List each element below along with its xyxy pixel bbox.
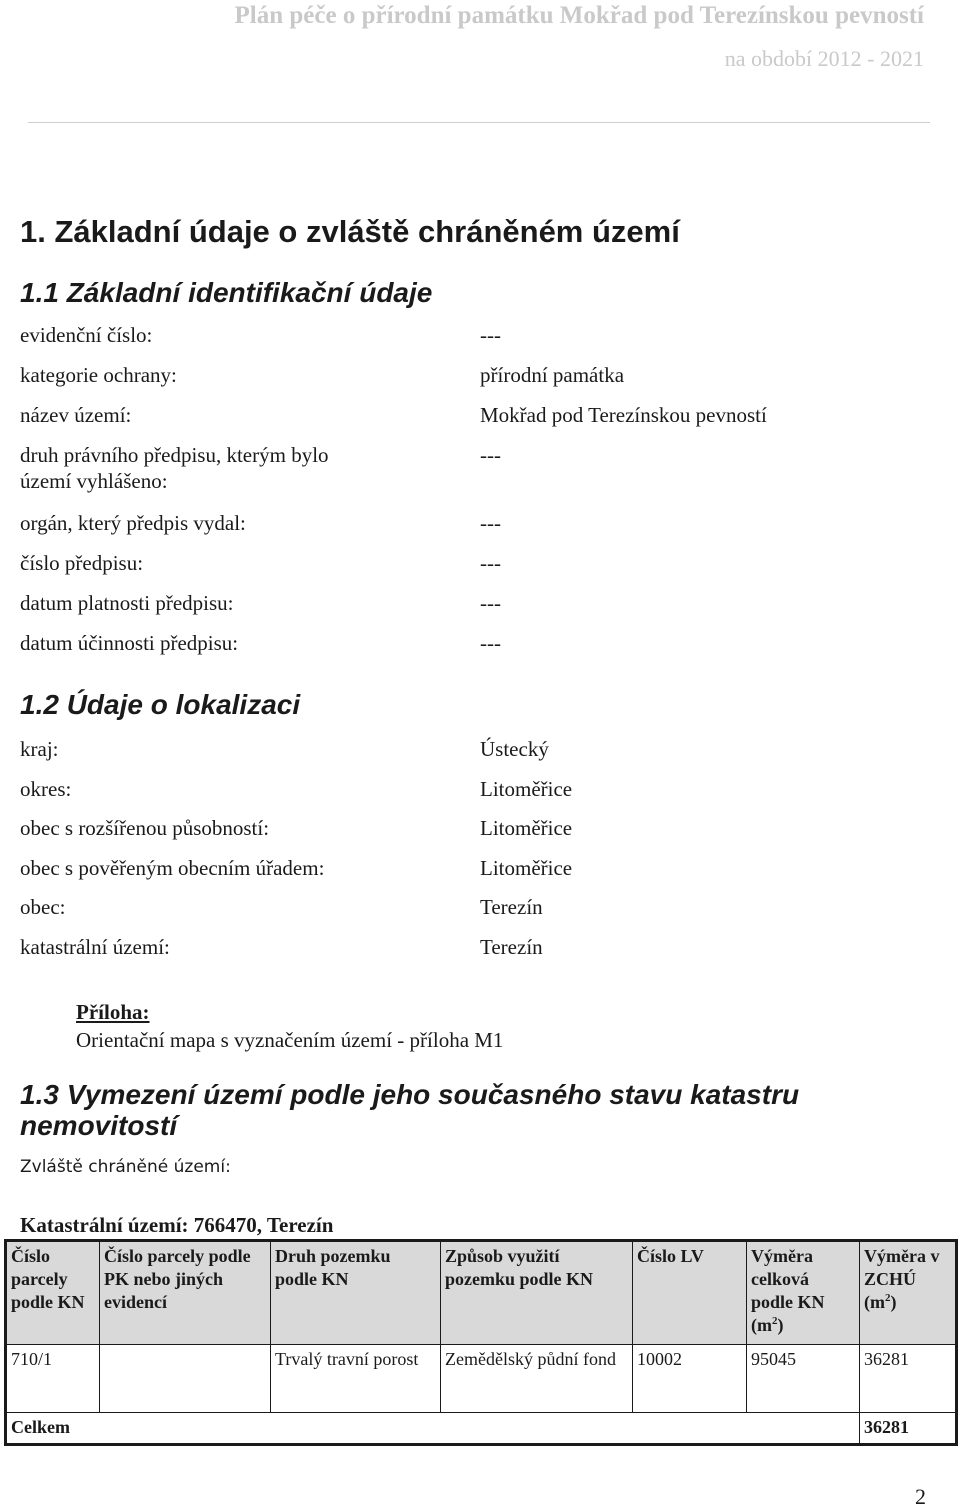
col-header-land-use: Způsob využití pozemku podle KN bbox=[441, 1241, 633, 1345]
label-evidencni-cislo: evidenční číslo: bbox=[20, 323, 153, 347]
label-organ: orgán, který předpis vydal: bbox=[20, 511, 246, 535]
cell-land-use: Zemědělský půdní fond bbox=[441, 1345, 633, 1413]
section-1-3-heading-line2: nemovitostí bbox=[20, 1110, 178, 1141]
col-header-parcel-pk: Číslo parcely podle PK nebo jiných evidencí bbox=[100, 1241, 271, 1345]
cell-parcel-pk bbox=[100, 1345, 271, 1413]
label-okres: okres: bbox=[20, 777, 72, 801]
section-1-3-heading-line1: 1.3 Vymezení území podle jeho současného stavu katastru bbox=[20, 1079, 800, 1110]
value-okres: Litoměřice bbox=[480, 777, 573, 801]
col-header-area-total bbox=[747, 1241, 860, 1345]
cell-total-label: Celkem bbox=[6, 1413, 860, 1445]
label-pou: obec s pověřeným obecním úřadem: bbox=[20, 856, 325, 880]
page-number: 2 bbox=[915, 1484, 926, 1509]
label-druh-predpisu-line2: území vyhlášeno: bbox=[20, 469, 168, 493]
section-1-1-heading: 1.1 Základní identifikační údaje bbox=[20, 277, 433, 308]
label-orp: obec s rozšířenou působností: bbox=[20, 816, 270, 840]
col-header-area-total-text: Výměra celková podle KN bbox=[751, 1246, 825, 1312]
col-header-land-type: Druh pozemku podle KN bbox=[271, 1241, 441, 1345]
value-nazev-uzemi: Mokřad pod Terezínskou pevností bbox=[480, 403, 767, 427]
label-cislo-predpisu: číslo předpisu: bbox=[20, 551, 144, 575]
value-kraj: Ústecký bbox=[480, 737, 549, 761]
label-druh-predpisu-line1: druh právního předpisu, kterým bylo bbox=[20, 443, 329, 467]
label-nazev-uzemi: název území: bbox=[20, 403, 132, 427]
cell-lv: 10002 bbox=[633, 1345, 747, 1413]
label-datum-ucinnosti: datum účinnosti předpisu: bbox=[20, 631, 239, 655]
parcel-table bbox=[4, 1239, 958, 1446]
value-orp: Litoměřice bbox=[480, 816, 573, 840]
cell-area-zchu: 36281 bbox=[860, 1345, 957, 1413]
label-katastralni-uzemi: katastrální území: bbox=[20, 935, 170, 959]
col-header-lv: Číslo LV bbox=[633, 1241, 747, 1345]
col-header-area-total-unit: $(m^2)$ bbox=[751, 1315, 784, 1335]
label-obec: obec: bbox=[20, 895, 66, 919]
table-row bbox=[6, 1345, 957, 1413]
protected-area-subheading: Zvláště chráněné území: bbox=[20, 1157, 231, 1177]
attachment-text: Orientační mapa s vyznačením území - příloha M1 bbox=[76, 1028, 504, 1052]
col-header-area-zchu-text: Výměra v ZCHÚ bbox=[864, 1246, 940, 1289]
label-datum-platnosti: datum platnosti předpisu: bbox=[20, 591, 234, 615]
value-obec: Terezín bbox=[480, 895, 543, 919]
header-divider bbox=[28, 122, 930, 123]
value-pou: Litoměřice bbox=[480, 856, 573, 880]
cell-area-total: 95045 bbox=[747, 1345, 860, 1413]
label-kategorie-ochrany: kategorie ochrany: bbox=[20, 363, 177, 387]
value-organ: --- bbox=[480, 511, 501, 535]
header-title: Plán péče o přírodní památku Mokřad pod Terezínskou pevností bbox=[234, 2, 924, 29]
value-katastralni-uzemi: Terezín bbox=[480, 935, 543, 959]
attachment-label: Příloha: bbox=[76, 1000, 150, 1024]
table-header-row bbox=[6, 1241, 957, 1345]
cell-parcel-kn: 710/1 bbox=[6, 1345, 100, 1413]
value-kategorie-ochrany: přírodní památka bbox=[480, 363, 625, 387]
section-1-2-heading: 1.2 Údaje o lokalizaci bbox=[20, 689, 301, 720]
col-header-parcel-kn: Číslo parcely podle KN bbox=[6, 1241, 100, 1345]
header-period: na období 2012 - 2021 bbox=[724, 46, 924, 71]
cell-total-value: 36281 bbox=[860, 1413, 957, 1445]
value-evidencni-cislo: --- bbox=[480, 323, 501, 347]
cadastral-area-caption: Katastrální území: 766470, Terezín bbox=[20, 1213, 334, 1237]
value-datum-platnosti: --- bbox=[480, 591, 501, 615]
section-1-heading: 1. Základní údaje o zvláště chráněném území bbox=[20, 214, 680, 249]
value-cislo-predpisu: --- bbox=[480, 551, 501, 575]
value-druh-predpisu: --- bbox=[480, 443, 501, 467]
cell-land-type: Trvalý travní porost bbox=[271, 1345, 441, 1413]
table-total-row bbox=[6, 1413, 957, 1445]
col-header-area-zchu bbox=[860, 1241, 957, 1345]
label-kraj: kraj: bbox=[20, 737, 59, 761]
col-header-area-zchu-unit: $(m^2)$ bbox=[864, 1292, 897, 1312]
value-datum-ucinnosti: --- bbox=[480, 631, 501, 655]
